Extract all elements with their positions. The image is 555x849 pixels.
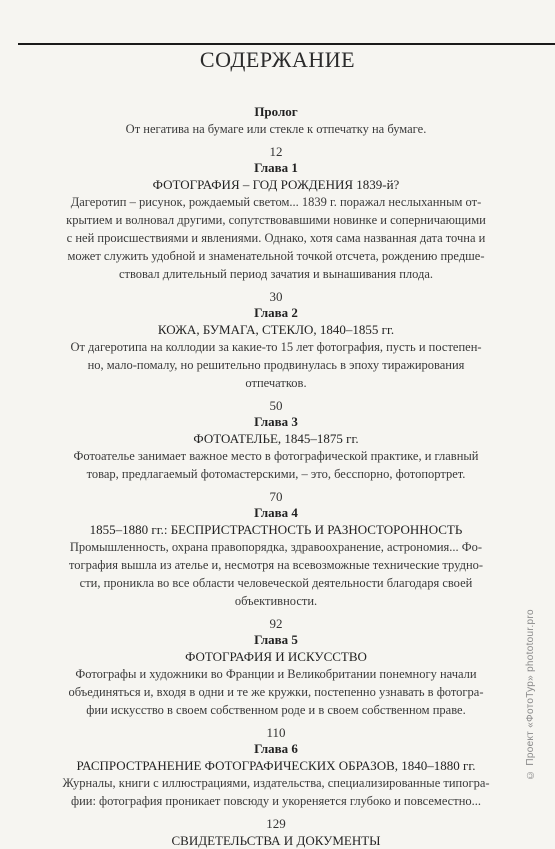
chapter-title: ФОТОАТЕЛЬЕ, 1845–1875 гг.: [193, 431, 359, 446]
description-line: сти, проникла во все области человеческой деятельности благодаря своей: [79, 576, 473, 590]
watermark: © Проект «ФотоТур» phototour.pro: [525, 609, 536, 781]
toc-entry: [26, 610, 526, 719]
chapter-description: [26, 447, 526, 483]
header-rule: [18, 43, 555, 45]
chapter-description: [26, 193, 526, 283]
chapter-label: Глава 3: [254, 414, 298, 429]
description-line: ствовал длительный период зачатия и вынашивания плода.: [118, 267, 434, 281]
toc-entry: [26, 483, 526, 610]
description-line: но, мало-помалу, но решительно продвинулась в эпоху тиражирования: [87, 358, 465, 372]
page-number: 30: [269, 289, 283, 304]
chapter-label: Глава 2: [254, 305, 298, 320]
chapter-title: ФОТОГРАФИЯ – ГОД РОЖДЕНИЯ 1839-й?: [152, 177, 400, 192]
toc-entry: [26, 104, 526, 138]
page-number: 110: [266, 725, 286, 740]
description-line: объединяться и, входя в одни и те же кружки, постепенно узнавать в фотогра-: [68, 685, 484, 699]
page-title: СОДЕРЖАНИЕ: [199, 47, 356, 72]
description-line: с ней происшествиями и явлениями. Однако, хотя сама названная дата точна и: [66, 231, 486, 245]
description-line: отпечатков.: [245, 376, 307, 390]
chapter-label: Глава 5: [254, 632, 298, 647]
chapter-label: Пролог: [254, 104, 298, 119]
page-number: 92: [269, 616, 283, 631]
toc-entry: [26, 810, 526, 849]
description-line: объективности.: [234, 594, 318, 608]
chapter-description: [26, 120, 526, 138]
description-line: тография вышла из ателье и, несмотря на всевозможные технические трудно-: [68, 558, 484, 572]
chapter-title: 1855–1880 гг.: БЕСПРИСТРАСТНОСТЬ И РАЗНОСТОРОННОСТЬ: [89, 522, 463, 537]
description-line: От негатива на бумаге или стекле к отпечатку на бумаге.: [125, 122, 427, 136]
chapter-label: Глава 4: [254, 505, 298, 520]
chapter-title: РАСПРОСТРАНЕНИЕ ФОТОГРАФИЧЕСКИХ ОБРАЗОВ, 1840–1880 гг.: [76, 758, 476, 773]
chapter-label: Глава 6: [254, 741, 298, 756]
toc-entry: [26, 138, 526, 283]
toc-entry: [26, 392, 526, 483]
description-line: фии: фотография проникает повсюду и укореняется глубоко и повсеместно...: [70, 794, 482, 808]
chapter-label: Глава 1: [254, 160, 298, 175]
chapter-description: [26, 538, 526, 610]
chapter-description: [26, 665, 526, 719]
chapter-description: [26, 338, 526, 392]
description-line: Промышленность, охрана правопорядка, здравоохранение, астрономия... Фо-: [69, 540, 483, 554]
description-line: От дагеротипа на коллодии за какие-то 15 лет фотография, пусть и постепен-: [70, 340, 482, 354]
description-line: фии искусство в своем собственном роде и в своем собственном праве.: [86, 703, 466, 717]
table-of-contents: [26, 104, 526, 849]
page-number: 70: [269, 489, 283, 504]
page-number: 129: [266, 816, 286, 831]
description-line: товар, предлагаемый фотомастерскими, – это, бесспорно, фотопортрет.: [86, 467, 466, 481]
toc-entry: [26, 283, 526, 392]
page-number: 50: [269, 398, 283, 413]
chapter-title: СВИДЕТЕЛЬСТВА И ДОКУМЕНТЫ: [171, 833, 381, 848]
chapter-title: КОЖА, БУМАГА, СТЕКЛО, 1840–1855 гг.: [157, 322, 395, 337]
toc-entry: [26, 719, 526, 810]
description-line: Фотографы и художники во Франции и Великобритании понемногу начали: [75, 667, 477, 681]
page-number: 12: [269, 144, 283, 159]
description-line: Дагеротип – рисунок, рождаемый светом... 1839 г. поражал неслыханным от-: [70, 195, 482, 209]
description-line: может служить удобной и знаменательной точкой отсчета, рождению предше-: [67, 249, 485, 263]
description-line: Журналы, книги с иллюстрациями, издательства, специализированные типогра-: [62, 776, 490, 790]
chapter-description: [26, 774, 526, 810]
description-line: крытием и волновал другими, сопутствовавшими новинкe и соперничающими: [66, 213, 486, 227]
chapter-title: ФОТОГРАФИЯ И ИСКУССТВО: [185, 649, 367, 664]
description-line: Фотоателье занимает важное место в фотографической практике, и главный: [73, 449, 479, 463]
